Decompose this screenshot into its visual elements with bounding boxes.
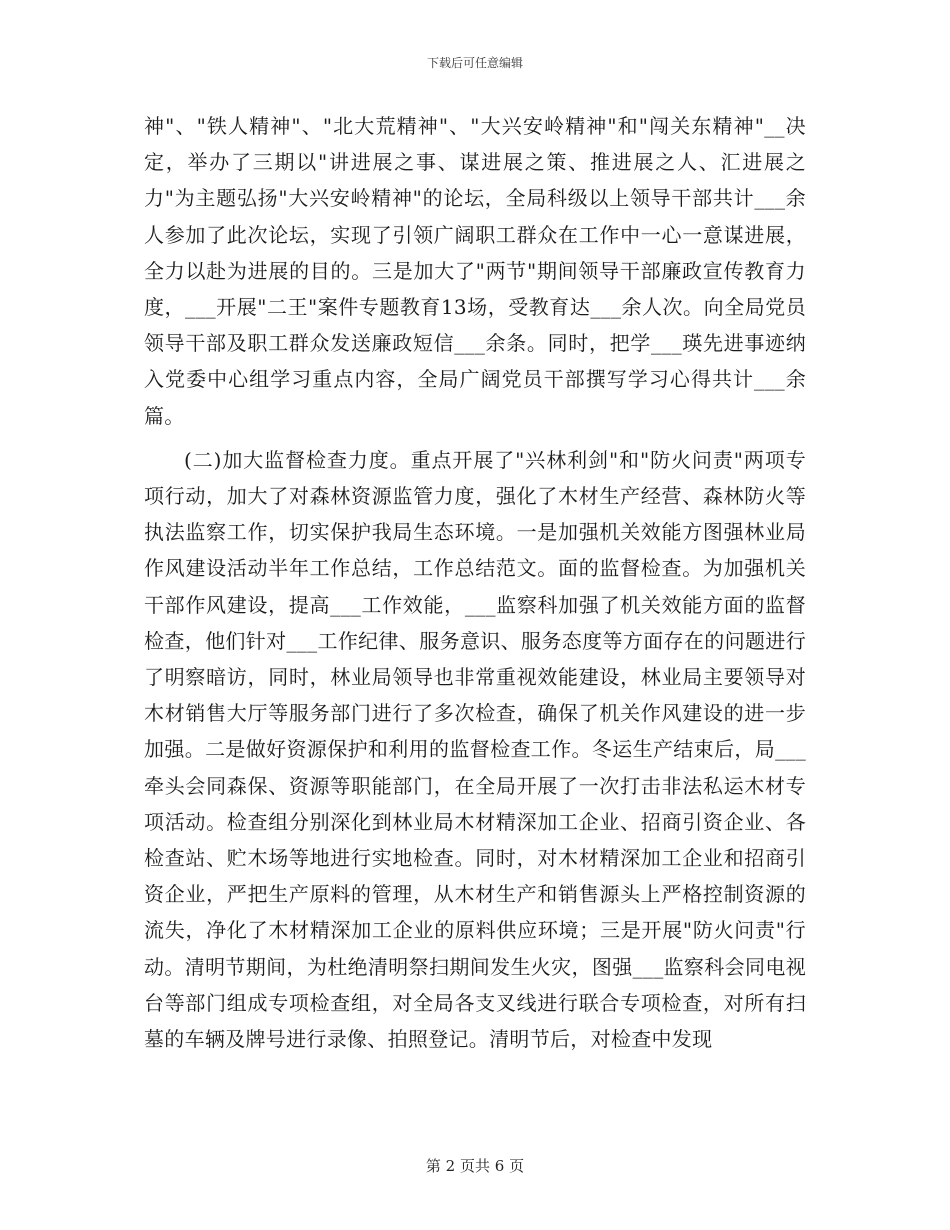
document-body [144, 108, 806, 1057]
page-header: 下载后可任意编辑 [426, 56, 523, 70]
paragraph-section-2: (二)加大监督检查力度。重点开展了"兴林利剑"和"防火问责"两项专项行动，加大了对森林资源监管力度，强化了木材生产经营、森林防火等执法监察工作，切实保护我局生态环境。一是加强机关效能方图强林业局作风建设活动半年工作总结，工作总结范文。面的监督检查。为加强机关干部作风建设，提高___工作效能，___监察科加强了机关效能方面的监督检查，他们针对___工作纪律、服务意识、服务态度等方面存在的问题进行了明察暗访，同时，林业局领导也非常重视效能建设，林业局主要领导对木材销售大厅等服务部门进行了多次检查，确保了机关作风建设的进一步加强。二是做好资源保护和利用的监督检查工作。冬运生产结束后，局___牵头会同森保、资源等职能部门，在全局开展了一次打击非法私运木材专项活动。检查组分别深化到林业局木材精深加工企业、招商引资企业、各检查站、贮木场等地进行实地检查。同时，对木材精深加工企业和招商引资企业，严把生产原料的管理，从木材生产和销售源头上严格控制资源的流失，净化了木材精深加工企业的原料供应环境；三是开展"防火问责"行动。清明节期间，为杜绝清明祭扫期间发生火灾，图强___监察科会同电视台等部门组成专项检查组，对全局各支叉线进行联合专项检查，对所有扫墓的车辆及牌号进行录像、拍照登记。清明节后，对检查中发现 [144, 447, 806, 1052]
paragraph-continued: 神"、"铁人精神"、"北大荒精神"、"大兴安岭精神"和"闯关东精神"__决定，举办了三期以"讲进展之事、谋进展之策、推进展之人、汇进展之力"为主题弘扬"大兴安岭精神"的论坛，全局科级以上领导干部共计___余人参加了此次论坛，实现了引领广阔职工群众在工作中一心一意谋进展，全力以赴为进展的目的。三是加大了"两节"期间领导干部廉政宣传教育力度，___开展"二王"案件专题教育13场，受教育达___余人次。向全局党员领导干部及职工群众发送廉政短信___余条。同时，把学___瑛先进事迹纳入党委中心组学习重点内容，全局广阔党员干部撰写学习心得共计___余篇。 [144, 114, 806, 428]
page-number: 第 2 页共 6 页 [425, 1157, 525, 1175]
